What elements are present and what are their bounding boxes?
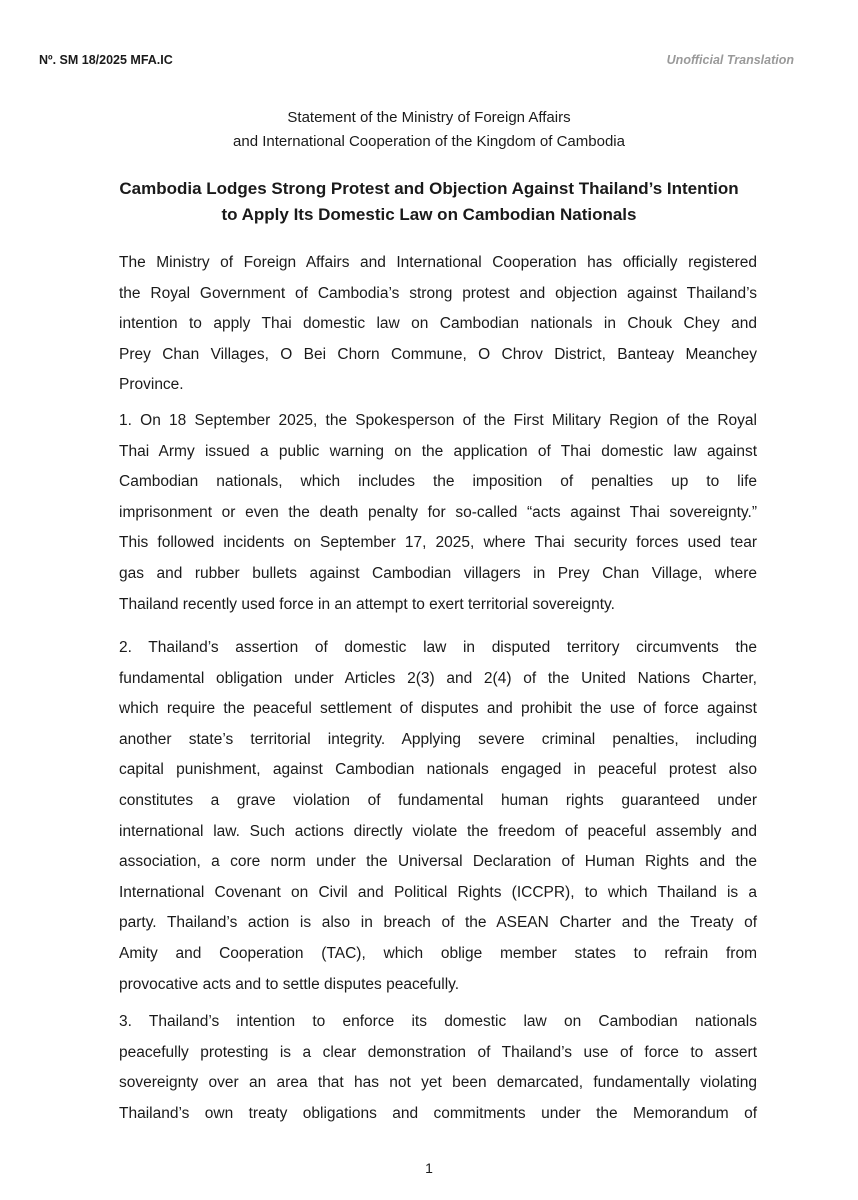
text-line: party. Thailand’s action is also in breach of the ASEAN Charter and the Treaty of <box>119 914 757 932</box>
text-line: This followed incidents on September 17, 2025, where Thai security forces used tear <box>119 534 757 552</box>
reference-number: Nº. SM 18/2025 MFA.IC <box>39 53 173 67</box>
text-line: The Ministry of Foreign Affairs and International Cooperation has officially registered <box>119 254 757 271</box>
text-line: capital punishment, against Cambodian nationals engaged in peaceful protest also <box>119 761 757 779</box>
text-line: Province. <box>119 376 184 394</box>
page-number: 1 <box>425 1160 433 1176</box>
text-line: 1. On 18 September 2025, the Spokesperson of the First Military Region of the Royal <box>119 412 757 429</box>
text-line: gas and rubber bullets against Cambodian villagers in Prey Chan Village, where <box>119 564 757 582</box>
text-line: imprisonment or even the death penalty for so-called “acts against Thai sovereignty.” <box>119 503 757 521</box>
paragraph-2 <box>119 633 757 1000</box>
intro-paragraph <box>119 248 757 401</box>
paragraph-1 <box>119 406 757 620</box>
text-line: which require the peaceful settlement of disputes and prohibit the use of force against <box>119 700 757 718</box>
text-line: peacefully protesting is a clear demonstration of Thailand’s use of force to assert <box>119 1043 757 1061</box>
text-line: International Covenant on Civil and Political Rights (ICCPR), to which Thailand is a <box>119 883 757 901</box>
text-line: sovereignty over an area that has not yet been demarcated, fundamentally violating <box>119 1074 757 1092</box>
text-line: the Royal Government of Cambodia’s strong protest and objection against Thailand’s <box>119 284 757 302</box>
text-line: Thailand’s own treaty obligations and commitments under the Memorandum of <box>119 1104 757 1122</box>
heading-line: Statement of the Ministry of Foreign Affairs <box>287 109 571 126</box>
text-line: 2. Thailand’s assertion of domestic law in disputed territory circumvents the <box>119 639 757 656</box>
text-line: international law. Such actions directly violate the freedom of peaceful assembly and <box>119 822 757 840</box>
text-line: provocative acts and to settle disputes peacefully. <box>119 975 460 993</box>
heading-line: and International Cooperation of the Kingdom of Cambodia <box>233 133 625 150</box>
statement-heading <box>0 106 858 154</box>
text-line: Thailand recently used force in an attempt to exert territorial sovereignty. <box>119 595 615 613</box>
title-line: to Apply Its Domestic Law on Cambodian Nationals <box>221 205 637 224</box>
text-line: constitutes a grave violation of fundamental human rights guaranteed under <box>119 791 757 809</box>
text-line: Thai Army issued a public warning on the application of Thai domestic law against <box>119 442 757 460</box>
translation-note: Unofficial Translation <box>666 53 794 67</box>
text-line: another state’s territorial integrity. Applying severe criminal penalties, including <box>119 730 757 748</box>
text-line: association, a core norm under the Universal Declaration of Human Rights and the <box>119 853 757 871</box>
text-line: fundamental obligation under Articles 2(3) and 2(4) of the United Nations Charter, <box>119 669 757 687</box>
title-line: Cambodia Lodges Strong Protest and Objection Against Thailand’s Intention <box>119 179 739 198</box>
text-line: Cambodian nationals, which includes the imposition of penalties up to life <box>119 473 757 491</box>
text-line: Prey Chan Villages, O Bei Chorn Commune, O Chrov District, Banteay Meanchey <box>119 345 757 363</box>
text-line: intention to apply Thai domestic law on Cambodian nationals in Chouk Chey and <box>119 315 757 333</box>
paragraph-3 <box>119 1007 757 1129</box>
text-line: Amity and Cooperation (TAC), which oblige member states to refrain from <box>119 944 757 962</box>
text-line: 3. Thailand’s intention to enforce its domestic law on Cambodian nationals <box>119 1013 757 1030</box>
statement-title <box>0 176 858 228</box>
